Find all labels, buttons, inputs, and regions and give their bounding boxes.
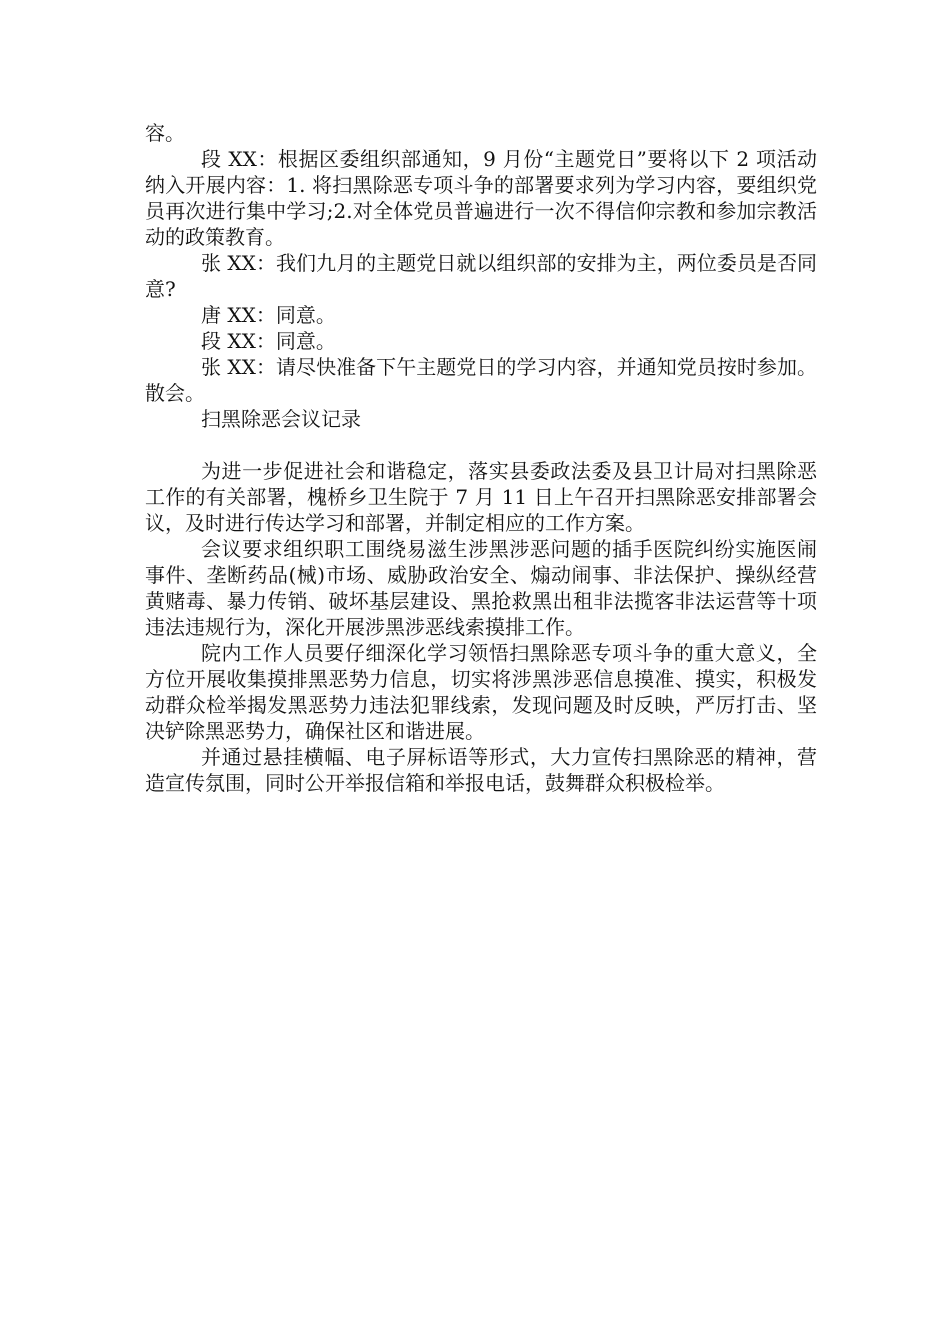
dialogue-line: 段 XX：根据区委组织部通知，9 月份“主题党日”要将以下 2 项活动纳入开展内容：1. 将扫黑除恶专项斗争的部署要求列为学习内容，要组织党员再次进行集中学习;2.对全体党员普遍进行一次不得信仰宗教和参加宗教活动的政策教育。 [145,147,817,249]
dialogue-line: 张 XX：我们九月的主题党日就以组织部的安排为主，两位委员是否同意? [145,251,817,301]
continuation-text: 容。 [145,121,185,145]
body-paragraph: 会议要求组织职工围绕易滋生涉黑涉恶问题的插手医院纠纷实施医闹事件、垄断药品(械)市场、威胁政治安全、煽动闹事、非法保护、操纵经营黄赌毒、暴力传销、破坏基层建设、黑抢救黑出租非法揽客非法运营等十项违法违规行为，深化开展涉黑涉恶线索摸排工作。 [145,537,817,639]
dialogue-line: 段 XX：同意。 [201,329,336,353]
blank-line [145,432,817,458]
body-paragraph: 院内工作人员要仔细深化学习领悟扫黑除恶专项斗争的重大意义，全方位开展收集摸排黑恶势力信息，切实将涉黑涉恶信息摸准、摸实，积极发动群众检举揭发黑恶势力违法犯罪线索，发现问题及时反映，严厉打击、坚决铲除黑恶势力，确保社区和谐进展。 [145,641,817,743]
dialogue-line: 张 XX：请尽快准备下午主题党日的学习内容，并通知党员按时参加。散会。 [145,355,817,405]
dialogue-line: 唐 XX：同意。 [201,303,336,327]
section-title: 扫黑除恶会议记录 [201,407,361,431]
body-paragraph: 为进一步促进社会和谐稳定，落实县委政法委及县卫计局对扫黑除恶工作的有关部署，槐桥乡卫生院于 7 月 11 日上午召开扫黑除恶安排部署会议，及时进行传达学习和部署，并制定相应的工作方案。 [145,459,817,535]
document-body [145,120,817,796]
body-paragraph: 并通过悬挂横幅、电子屏标语等形式，大力宣传扫黑除恶的精神，营造宣传氛围，同时公开举报信箱和举报电话，鼓舞群众积极检举。 [145,745,817,795]
